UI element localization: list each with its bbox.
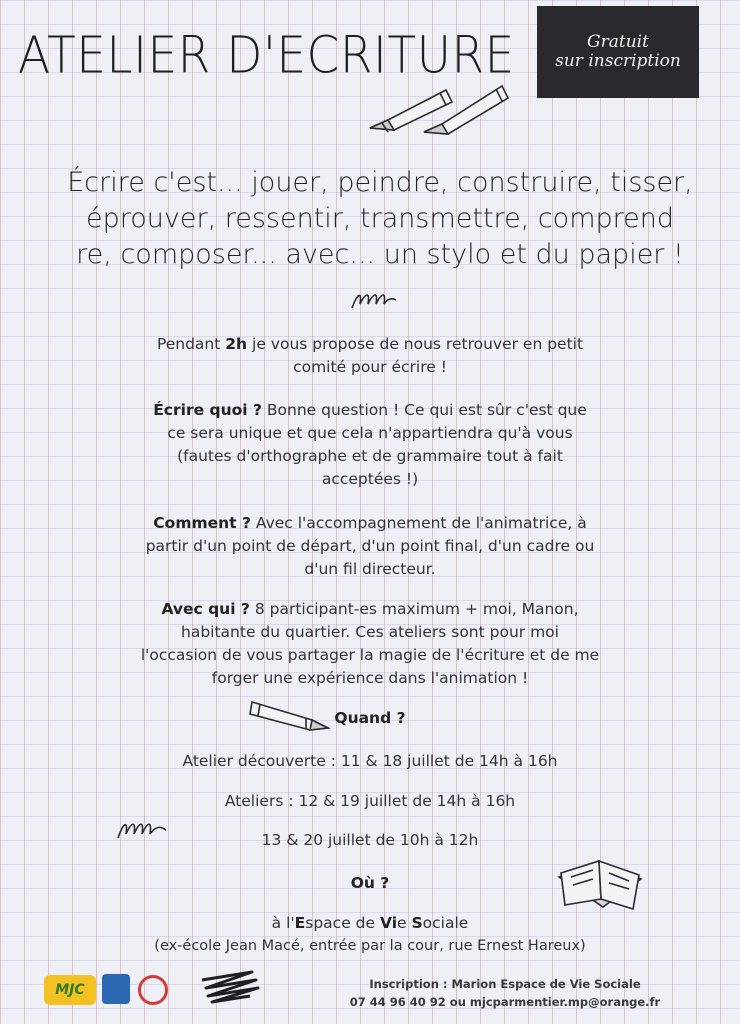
pendant-paragraph (60, 333, 680, 379)
squiggle-icon (350, 290, 400, 312)
pencils-icon (360, 76, 520, 138)
ateliers-dates: Ateliers : 12 & 19 juillet de 14h à 16h (224, 792, 516, 810)
ou-line-1f: S (411, 914, 423, 932)
squiggle-icon (116, 818, 168, 842)
free-badge (537, 6, 699, 98)
partner-logo-blue (102, 974, 130, 1004)
pendant-text-d: comité pour écrire ! (293, 358, 447, 376)
badge-line-2: sur inscription (555, 51, 681, 71)
ou-line-1c: space de (305, 914, 380, 932)
avec-line-1: 8 participant-es maximum + moi, Manon, (249, 600, 579, 618)
ou-line-1b: E (294, 914, 306, 932)
ou-line-1g: ociale (422, 914, 469, 932)
quand-label: Quand ? (334, 709, 406, 727)
scribble-icon (198, 966, 262, 1006)
atelier-decouverte: Atelier découverte : 11 & 18 juillet de 14h à 16h (182, 752, 558, 770)
page-title: ATELIER D'ECRITURE (18, 26, 515, 86)
ateliers-dates-2: 13 & 20 juillet de 10h à 12h (261, 831, 479, 849)
ou-paragraph (60, 912, 680, 958)
quoi-line-3: (fautes d'orthographe et de grammaire tout à fait (177, 447, 563, 465)
quoi-line-1: Bonne question ! Ce qui est sûr c'est que (261, 401, 587, 419)
avec-paragraph (60, 598, 680, 690)
quoi-paragraph (60, 399, 680, 491)
comment-line-2: partir d'un point de départ, d'un point final, d'un cadre ou (145, 537, 595, 555)
pendant-text-a: Pendant (156, 335, 226, 353)
avec-label: Avec qui ? (161, 600, 250, 618)
footer-inscription: Inscription : Marion Espace de Vie Sociale (369, 977, 641, 991)
footer-phone-email: 07 44 96 40 92 ou mjcparmentier.mp@orange.fr (349, 995, 661, 1009)
badge-line-1: Gratuit (587, 32, 649, 52)
open-book-icon (553, 855, 647, 913)
comment-line-3: d'un fil directeur. (304, 560, 436, 578)
ou-label: Où ? (350, 874, 390, 892)
comment-label: Comment ? (153, 514, 251, 532)
pendant-duration: 2h (225, 335, 248, 353)
pendant-text-c: je vous propose de nous retrouver en petit (247, 335, 584, 353)
intro-line-3: re, composer... avec... un stylo et du papier ! (76, 239, 684, 270)
intro-text (40, 165, 720, 273)
comment-paragraph (60, 512, 680, 581)
avec-line-3: l'occasion de vous partager la magie de l'écriture et de me (140, 646, 600, 664)
ou-line-1e: e (397, 914, 412, 932)
quoi-label: Écrire quoi ? (153, 401, 262, 419)
footer-contact (305, 975, 705, 1011)
quand-heading (60, 707, 680, 730)
quoi-line-4: acceptées !) (321, 470, 419, 488)
avec-line-4: forger une expérience dans l'animation ! (211, 669, 529, 687)
quoi-line-2: ce sera unique et que cela n'appartiendra qu'à vous (167, 424, 573, 442)
avec-line-2: habitante du quartier. Ces ateliers sont pour moi (181, 623, 559, 641)
intro-line-2: éprouver, ressentir, transmettre, comprend (85, 203, 675, 234)
mjc-logo: MJC (44, 975, 96, 1005)
partner-logo-red (138, 975, 168, 1005)
ou-line-1a: à l' (271, 914, 295, 932)
intro-line-1: Écrire c'est... jouer, peindre, construire, tisser, (67, 167, 693, 198)
ou-line-2: (ex-école Jean Macé, entrée par la cour, rue Ernest Hareux) (154, 938, 586, 954)
comment-line-1: Avec l'accompagnement de l'animatrice, à (250, 514, 587, 532)
ou-line-1d: Vi (379, 914, 398, 932)
